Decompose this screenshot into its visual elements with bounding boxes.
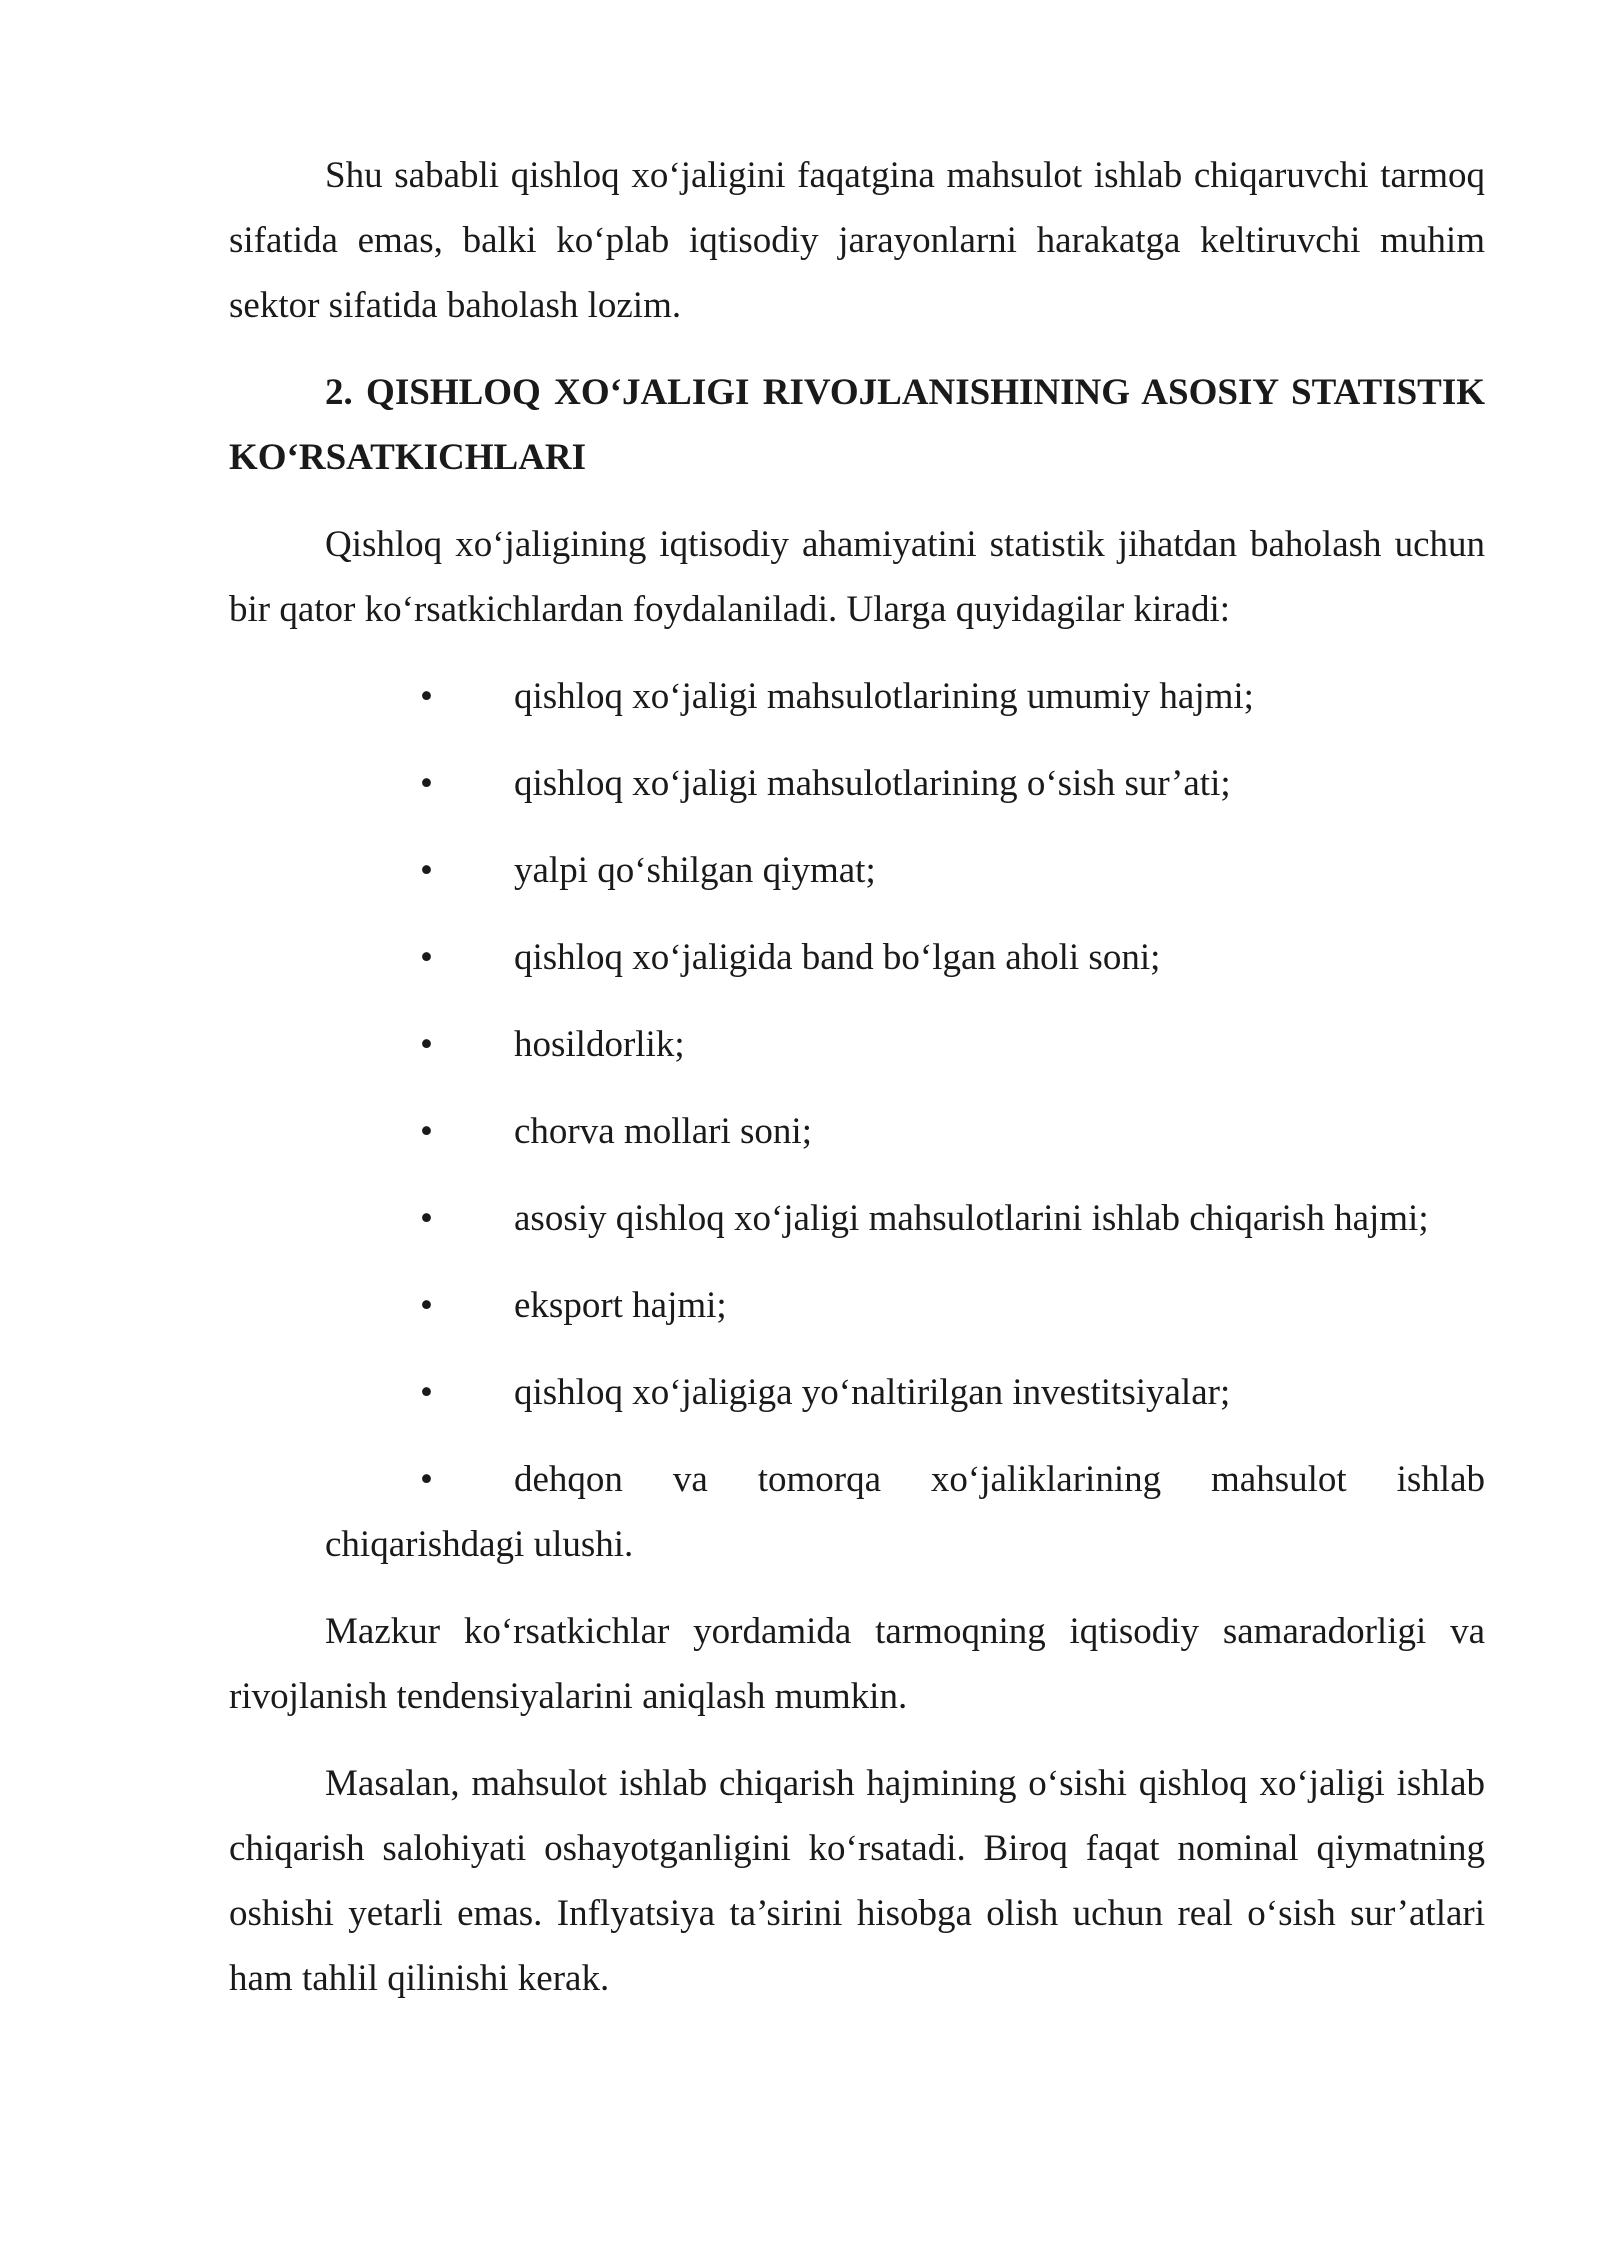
page-content [229, 143, 1485, 2033]
list-item-text: chorva mollari soni; [514, 1111, 812, 1152]
intro-paragraph: Qishloq xo‘jaligining iqtisodiy ahamiyatini statistik jihatdan baholash uchun bir qator ko‘rsatkichlardan foydalaniladi. Ularga quyidagilar kiradi: [229, 524, 1485, 630]
list-item [229, 838, 1485, 903]
list-item [229, 664, 1485, 729]
list-item-text-continuation: chiqarishdagi ulushi. [325, 1524, 634, 1565]
list-item-text: qishloq xo‘jaligida band bo‘lgan aholi soni; [514, 937, 1161, 978]
list-item [229, 1447, 1485, 1577]
list-item [229, 1099, 1485, 1164]
bullet-icon: • [420, 676, 433, 717]
section-heading: 2. QISHLOQ XO‘JALIGI RIVOJLANISHINING ASOSIY STATISTIK KO‘RSATKICHLARI [229, 372, 1485, 478]
bullet-icon: • [420, 1198, 433, 1239]
list-item [229, 1360, 1485, 1425]
list-item [229, 1186, 1485, 1251]
list-item-text: yalpi qo‘shilgan qiymat; [514, 850, 876, 891]
paragraph: Shu sababli qishloq xo‘jaligini faqatgina mahsulot ishlab chiqaruvchi tarmoq sifatida emas, balki ko‘plab iqtisodiy jarayonlarni harakatga keltiruvchi muhim sektor sifatida baholash lozim. [229, 155, 1485, 326]
paragraph: Mazkur ko‘rsatkichlar yordamida tarmoqning iqtisodiy samaradorligi va rivojlanish tendensiyalarini aniqlash mumkin. [229, 1611, 1485, 1717]
list-item [229, 925, 1485, 990]
list-item-text: qishloq xo‘jaligi mahsulotlarining o‘sish sur’ati; [514, 763, 1231, 804]
bullet-icon: • [420, 1459, 433, 1500]
indicator-list [229, 664, 1485, 1577]
list-item-text: asosiy qishloq xo‘jaligi mahsulotlarini ishlab chiqarish hajmi; [514, 1198, 1429, 1239]
bullet-icon: • [420, 937, 433, 978]
bullet-icon: • [420, 1285, 433, 1326]
bullet-icon: • [420, 1111, 433, 1152]
bullet-icon: • [420, 763, 433, 804]
bullet-icon: • [420, 1372, 433, 1413]
list-item [229, 1273, 1485, 1338]
bullet-icon: • [420, 1024, 433, 1065]
list-item-text: hosildorlik; [514, 1024, 685, 1065]
list-item-text: qishloq xo‘jaligiga yo‘naltirilgan investitsiyalar; [514, 1372, 1231, 1413]
list-item-text: eksport hajmi; [514, 1285, 727, 1326]
list-item [229, 751, 1485, 816]
list-item-text: dehqon va tomorqa xo‘jaliklarining mahsulot ishlab [514, 1459, 1485, 1500]
paragraph: Masalan, mahsulot ishlab chiqarish hajmining o‘sishi qishloq xo‘jaligi ishlab chiqarish salohiyati oshayotganligini ko‘rsatadi. Biroq faqat nominal qiymatning oshishi yetarli emas. Inflyatsiya ta’sirini hisobga olish uchun real o‘sish sur’atlari ham tahlil qilinishi kerak. [229, 1763, 1485, 1999]
list-item-text: qishloq xo‘jaligi mahsulotlarining umumiy hajmi; [514, 676, 1254, 717]
list-item [229, 1012, 1485, 1077]
bullet-icon: • [420, 850, 433, 891]
